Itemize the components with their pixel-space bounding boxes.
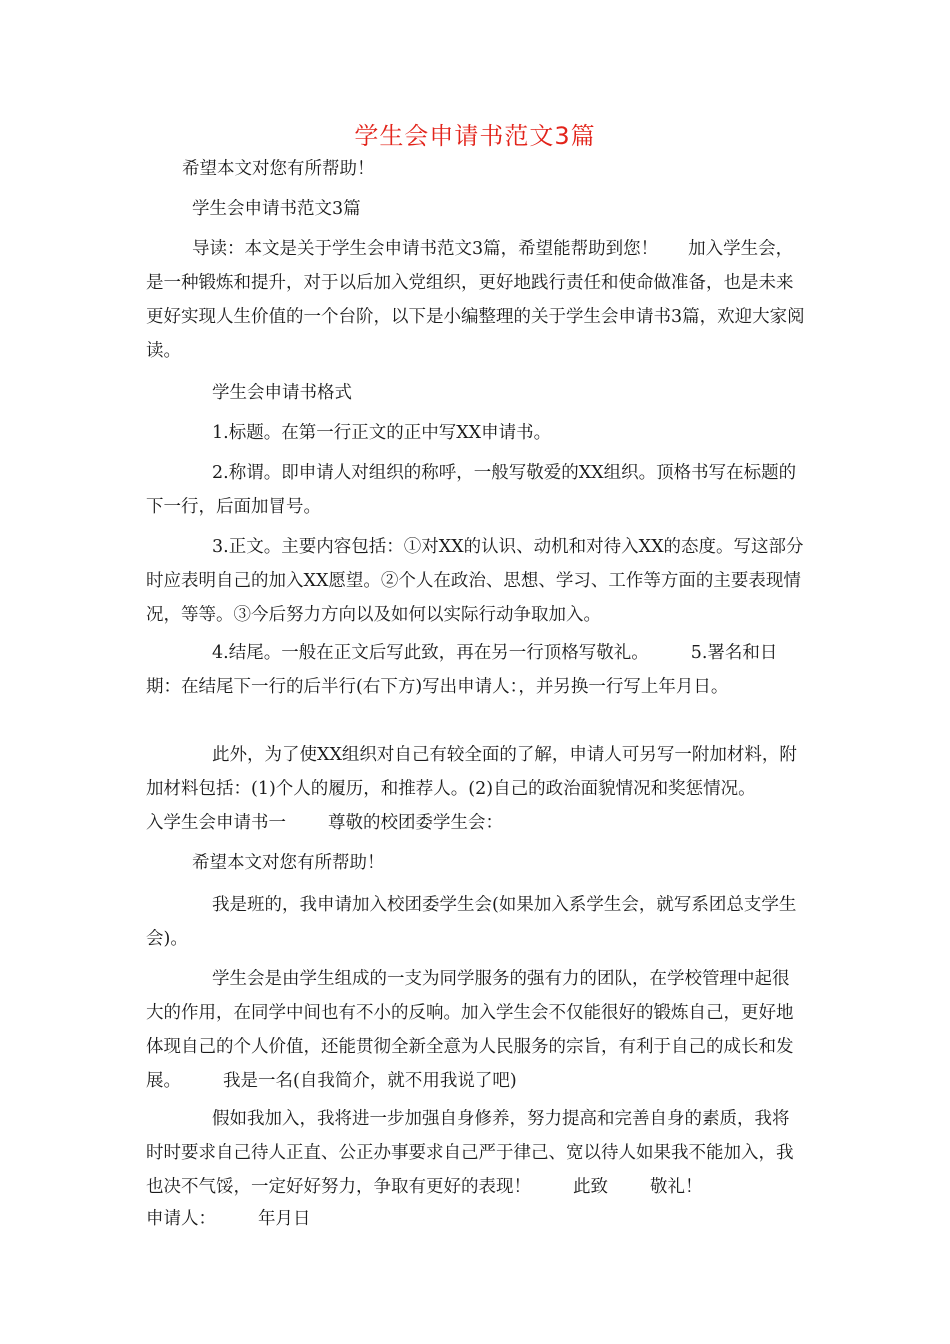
document-title: 学生会申请书范文3篇 [354,122,596,150]
letter-paragraph-3: 假如我加入，我将进一步加强自身修养，努力提高和完善自身的素质，我将时时要求自己待人正直、公正办事要求自己严于律己、宽以待人如果我不能加入，我也决不气馁，一定好好努力，争取有更好的表现！ 此致 敬礼！ [146,1109,794,1197]
format-item-3: 3.正文。主要内容包括：①对XX的认识、动机和对待入XX的态度。写这部分时应表明自己的加入XX愿望。②个人在政治、思想、学习、工作等方面的主要表现情况，等等。③今后努力方向以及如何以实际行动争取加入。 [146,537,804,625]
subtitle: 学生会申请书范文3篇 [192,199,361,219]
signature-date: 年月日 [258,1209,311,1229]
letter-paragraph-1: 我是班的，我申请加入校团委学生会(如果加入系学生会，就写系团总支学生会)。 [146,895,797,949]
help-note-mid: 希望本文对您有所帮助！ [192,853,385,873]
format-item-4-5: 4.结尾。一般在正文后写此致，再在另一行顶格写敬礼。 5.署名和日期：在结尾下一行的后半行(右下方)写出申请人：，并另换一行写上年月日。 [146,643,778,697]
intro-paragraph: 导读：本文是关于学生会申请书范文3篇，希望能帮助到您！ 加入学生会，是一种锻炼和提升，对于以后加入党组织，更好地践行责任和使命做准备，也是未来更好实现人生价值的一个台阶，以下是小编整理的关于学生会申请书3篇，欢迎大家阅读。 [146,239,805,361]
format-heading: 学生会申请书格式 [212,383,352,403]
format-item-2: 2.称谓。即申请人对组织的称呼，一般写敬爱的XX组织。顶格书写在标题的下一行，后面加冒号。 [146,463,797,517]
letter-paragraph-2: 学生会是由学生组成的一支为同学服务的强有力的团队，在学校管理中起很大的作用，在同学中间也有不小的反响。加入学生会不仅能很好的锻炼自己，更好地体现自己的个人价值，还能贯彻全新全意为人民服务的宗旨，有利于自己的成长和发展。 我是一名(自我简介，就不用我说了吧) [146,969,794,1091]
signature-label: 申请人： [146,1209,216,1229]
signature-line [146,1202,806,1236]
format-item-1: 1.标题。在第一行正文的正中写XX申请书。 [212,423,552,443]
help-note-top: 希望本文对您有所帮助！ [182,159,375,179]
extra-paragraph: 此外，为了使XX组织对自己有较全面的了解，申请人可另写一附加材料，附加材料包括：(1)个人的履历，和推荐人。(2)自己的政治面貌情况和奖惩情况。入学生会申请书一 尊敬的校团委学生会： [146,745,797,833]
